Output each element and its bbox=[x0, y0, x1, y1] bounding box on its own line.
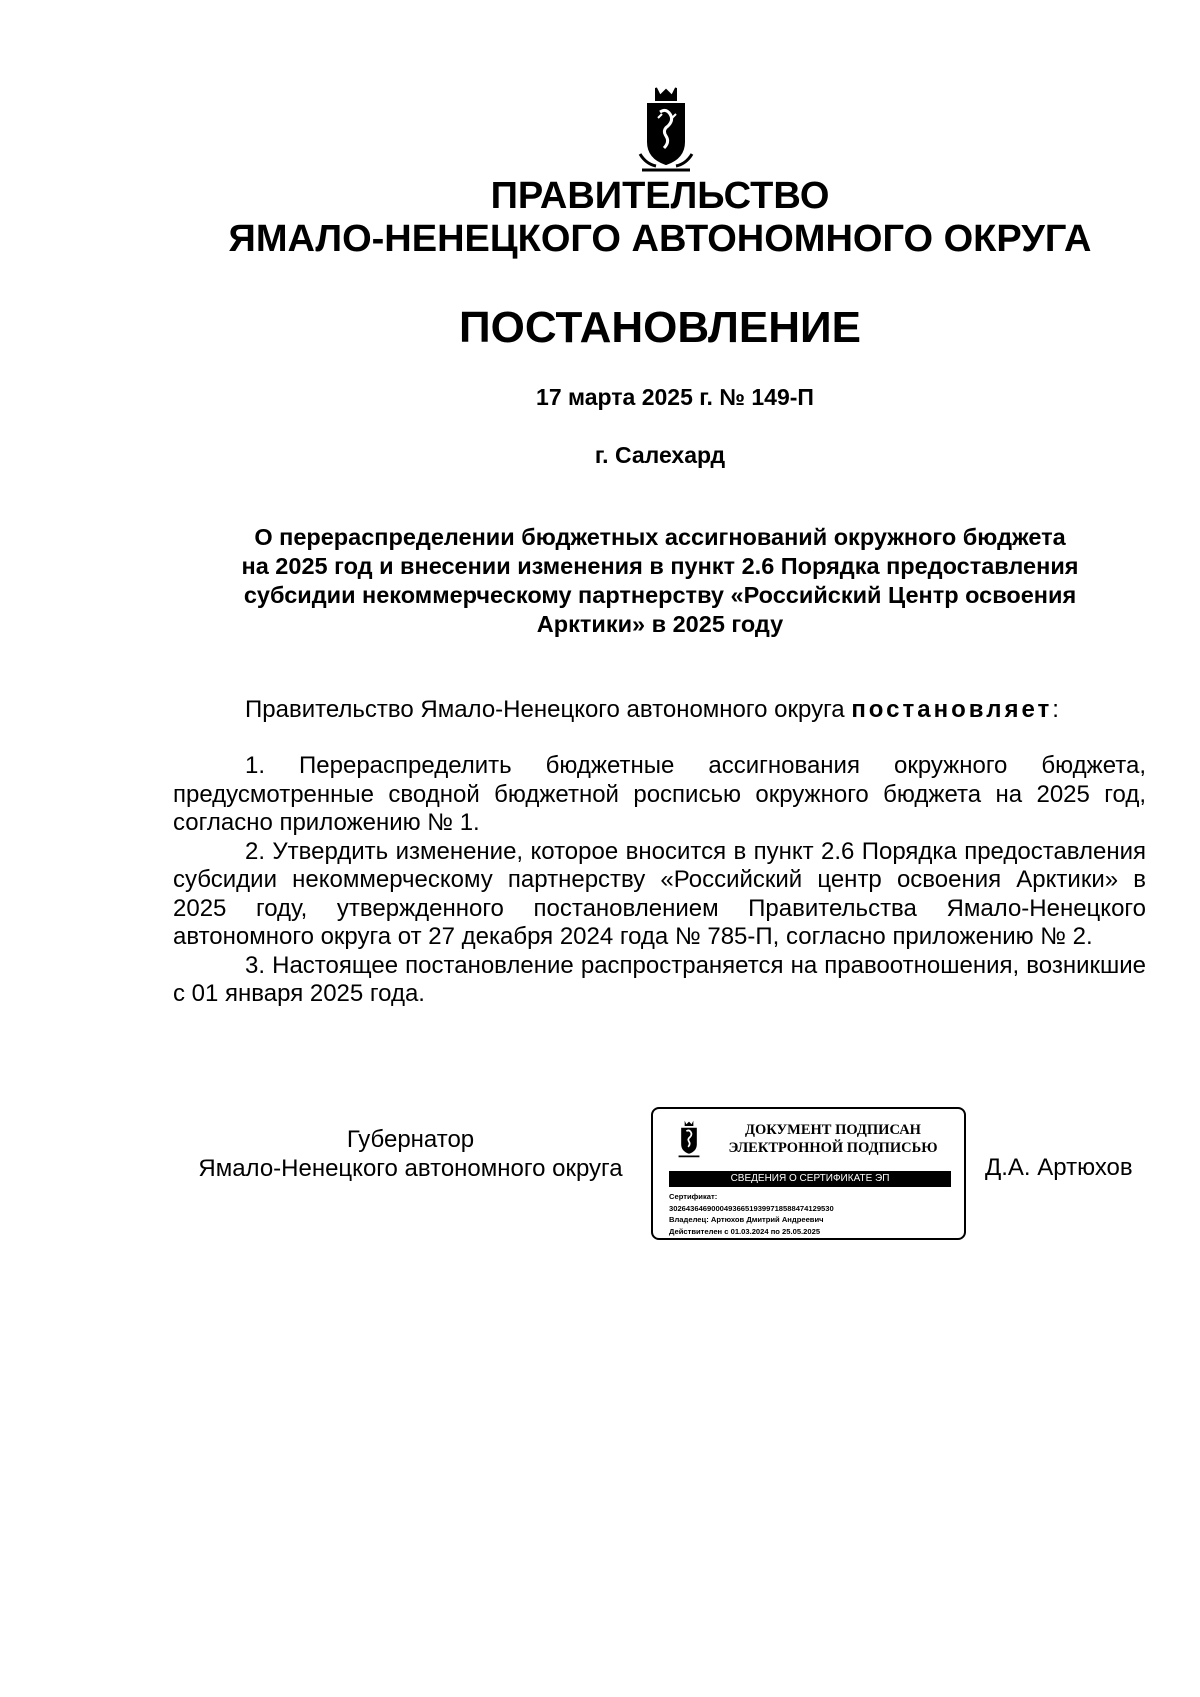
subject-line: О перераспределении бюджетных ассигнований окружного бюджета bbox=[254, 524, 1066, 550]
document-subject bbox=[170, 523, 1150, 639]
government-title-line2: ЯМАЛО-НЕНЕЦКОГО АВТОНОМНОГО ОКРУГА bbox=[228, 218, 1092, 260]
coat-of-arms-icon bbox=[675, 1119, 703, 1159]
resolution-item: 3. Настоящее постановление распространяется на правоотношения, возникшие с 01 января 2025 года. bbox=[173, 951, 1146, 1007]
resolution-items bbox=[173, 752, 1146, 1009]
document-type: ПОСТАНОВЛЕНИЕ bbox=[458, 303, 862, 352]
intro-paragraph bbox=[173, 696, 1146, 725]
city: г. Салехард bbox=[594, 442, 726, 468]
certificate-number: 302643646900049366519399718588474129530 bbox=[669, 1203, 834, 1213]
intro-prefix: Правительство Ямало-Ненецкого автономного округа bbox=[245, 696, 852, 723]
coat-of-arms-icon bbox=[636, 84, 696, 176]
government-title-line1: ПРАВИТЕЛЬСТВО bbox=[490, 175, 830, 217]
signatory-name: Д.А. Артюхов bbox=[985, 1154, 1133, 1181]
stamp-title-line: ЭЛЕКТРОННОЙ ПОДПИСЬЮ bbox=[728, 1140, 938, 1156]
certificate-info-bar: СВЕДЕНИЯ О СЕРТИФИКАТЕ ЭП bbox=[669, 1171, 951, 1187]
electronic-signature-stamp bbox=[651, 1107, 966, 1240]
certificate-owner: Владелец: Артюхов Дмитрий Андреевич bbox=[669, 1215, 824, 1224]
subject-line: субсидии некоммерческому партнерству «Российский Центр освоения bbox=[243, 582, 1077, 608]
resolution-item: 1. Перераспределить бюджетные ассигнования окружного бюджета, предусмотренные сводной бюджетной росписью окружного бюджета на 2025 год, согласно приложению № 1. bbox=[173, 752, 1146, 836]
certificate-label: Сертификат: bbox=[669, 1192, 718, 1201]
signatory-position bbox=[173, 1125, 648, 1183]
subject-line: Арктики» в 2025 году bbox=[536, 611, 784, 637]
date-and-number: 17 марта 2025 г. № 149-П bbox=[536, 384, 814, 410]
resolution-item: 2. Утвердить изменение, которое вносится в пункт 2.6 Порядка предоставления субсидии некоммерческому партнерству «Российский центр освоения Арктики» в 2025 году, утвержденного постановлением Правительства Ямало-Ненецкого автономного округа от 27 декабря 2024 года № 785-П, согласно приложению № 2. bbox=[173, 837, 1146, 950]
intro-suffix: : bbox=[1052, 696, 1059, 723]
intro-emphasis: постановляет bbox=[851, 696, 1053, 723]
certificate-validity: Действителен с 01.03.2024 по 25.05.2025 bbox=[669, 1226, 821, 1236]
position-line: Губернатор bbox=[346, 1126, 475, 1153]
position-line: Ямало-Ненецкого автономного округа bbox=[198, 1155, 623, 1182]
certificate-details bbox=[669, 1191, 954, 1237]
stamp-title bbox=[713, 1121, 953, 1157]
subject-line: на 2025 год и внесении изменения в пункт 2.6 Порядка предоставления bbox=[241, 553, 1079, 579]
stamp-title-line: ДОКУМЕНТ ПОДПИСАН bbox=[745, 1122, 921, 1138]
